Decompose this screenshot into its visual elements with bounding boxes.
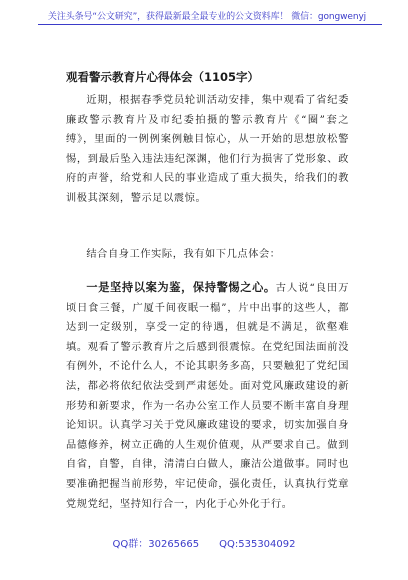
paragraph-text: 结合自身工作实际，我有如下几点体会： [86, 249, 281, 260]
header-divider [38, 24, 382, 25]
paragraph-lead: 一是坚持以案为鉴，保持警惕之心。 [86, 280, 276, 294]
paragraph-text: 古人说“良田万顷日食三餐，广厦千间夜眠一榻”，片中出事的这些人，都达到一定级别，享受一定的待遇，但就是不满足，欲壑难填。观看了警示教育片之后感到很震惊。在党纪国法面前没有例外，不论什么人，不论其职务多高，只要触犯了党纪国法，都必将依纪依法受到严肃惩处。面对党风廉政建设的新形势和新要求，作为一名办公室工作人员要不断丰富自身理论知识。认真学习关于党风廉政建设的要求，切实加强自身品德修养，树立正确的人生观价值观，从严要求自己。做到自省，自警，自律，清清白白做人，廉洁公道做事。同时也要准确把握当前形势，牢记使命，强化责任，认真执行党章党规党纪，坚持知行合一，内化于心外化于行。 [66, 283, 349, 510]
paragraph-summary [66, 245, 349, 265]
promo-header: 关注头条号“公文研究”，获得最新最全最专业的公文资料库！ 微信：gongwenyj [47, 12, 367, 22]
paragraph-intro [66, 91, 349, 209]
qq-number: QQ:535304092 [219, 539, 296, 550]
paragraph-point-one [66, 278, 349, 514]
contact-footer [0, 535, 408, 550]
document-title: 观看警示教育片心得体会（1105字） [66, 70, 260, 84]
qq-group-number: QQ群：30265665 [112, 539, 200, 550]
paragraph-text: 近期，根据春季党员轮训活动安排，集中观看了省纪委廉政警示教育片及市纪委拍摄的警示教育片《“圈”套之缚》，里面的一例例案例触目惊心，从一开始的思想放松警惕，到最后坠入违法违纪深渊，他们行为损害了党形象、政府的声誉，给党和人民的事业造成了重大损失，给我们的教训极其深刻，警示足以震惊。 [66, 95, 349, 204]
